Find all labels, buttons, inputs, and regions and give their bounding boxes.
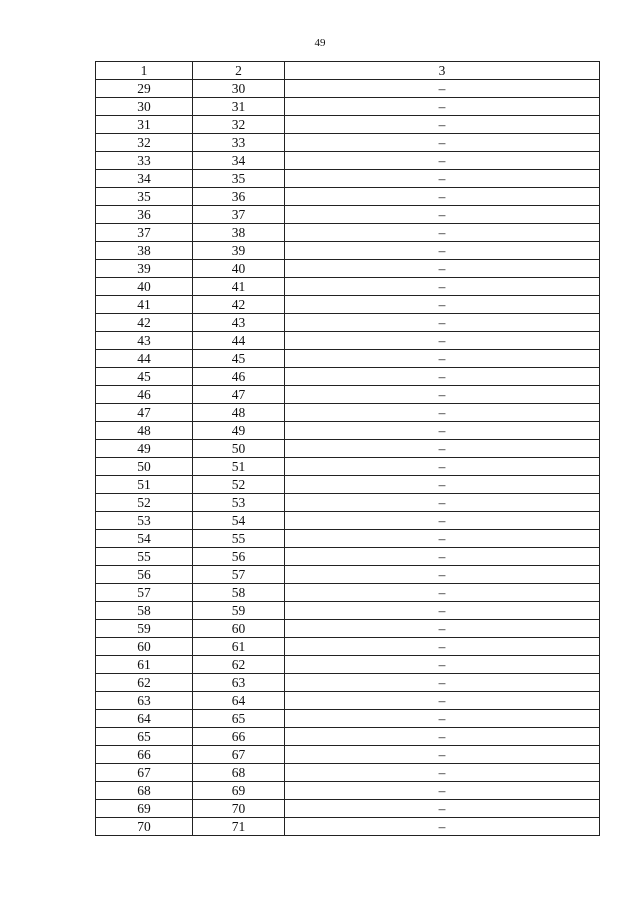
table-cell-col-3: – [285, 98, 600, 116]
table-cell-col-2: 64 [193, 692, 285, 710]
table-cell-col-1: 54 [96, 530, 193, 548]
table-cell-col-1: 67 [96, 764, 193, 782]
table-cell-col-3: – [285, 188, 600, 206]
table-cell-col-3: – [285, 350, 600, 368]
table-cell-col-2: 68 [193, 764, 285, 782]
table-row [96, 134, 600, 152]
table-cell-col-1: 51 [96, 476, 193, 494]
table-cell-col-3: – [285, 764, 600, 782]
table-row [96, 764, 600, 782]
table-row [96, 260, 600, 278]
table-cell-col-3: – [285, 80, 600, 98]
table-cell-col-1: 46 [96, 386, 193, 404]
table-cell-col-3: – [285, 422, 600, 440]
table-cell-col-3: – [285, 170, 600, 188]
header-col-2: 2 [193, 62, 285, 80]
table-cell-col-1: 41 [96, 296, 193, 314]
table-cell-col-2: 38 [193, 224, 285, 242]
table-cell-col-3: – [285, 224, 600, 242]
table-cell-col-3: – [285, 152, 600, 170]
table-cell-col-2: 49 [193, 422, 285, 440]
table-cell-col-2: 43 [193, 314, 285, 332]
table-cell-col-2: 52 [193, 476, 285, 494]
table-cell-col-3: – [285, 602, 600, 620]
table-row [96, 224, 600, 242]
table-cell-col-3: – [285, 494, 600, 512]
table-cell-col-3: – [285, 584, 600, 602]
table-cell-col-1: 35 [96, 188, 193, 206]
table-cell-col-3: – [285, 296, 600, 314]
table-cell-col-3: – [285, 458, 600, 476]
table-cell-col-3: – [285, 638, 600, 656]
table-row [96, 332, 600, 350]
table-cell-col-1: 32 [96, 134, 193, 152]
table-row [96, 152, 600, 170]
table-cell-col-2: 61 [193, 638, 285, 656]
table-row [96, 242, 600, 260]
table-cell-col-3: – [285, 818, 600, 836]
table-cell-col-2: 33 [193, 134, 285, 152]
table-cell-col-1: 43 [96, 332, 193, 350]
table-cell-col-3: – [285, 692, 600, 710]
table-cell-col-2: 48 [193, 404, 285, 422]
table-cell-col-1: 37 [96, 224, 193, 242]
table-cell-col-1: 68 [96, 782, 193, 800]
table-cell-col-2: 35 [193, 170, 285, 188]
table-row [96, 440, 600, 458]
table-cell-col-2: 59 [193, 602, 285, 620]
table-cell-col-1: 42 [96, 314, 193, 332]
table-cell-col-2: 31 [193, 98, 285, 116]
table-cell-col-3: – [285, 242, 600, 260]
table-cell-col-1: 48 [96, 422, 193, 440]
table-row [96, 368, 600, 386]
table-cell-col-2: 54 [193, 512, 285, 530]
table-cell-col-1: 70 [96, 818, 193, 836]
data-table [95, 61, 600, 836]
table-cell-col-2: 69 [193, 782, 285, 800]
table-cell-col-2: 42 [193, 296, 285, 314]
table-cell-col-3: – [285, 746, 600, 764]
table-cell-col-2: 71 [193, 818, 285, 836]
table-cell-col-3: – [285, 386, 600, 404]
table-cell-col-1: 45 [96, 368, 193, 386]
table-cell-col-3: – [285, 332, 600, 350]
table-body [96, 80, 600, 836]
table-cell-col-2: 63 [193, 674, 285, 692]
table-cell-col-2: 30 [193, 80, 285, 98]
table-cell-col-1: 57 [96, 584, 193, 602]
table-cell-col-1: 34 [96, 170, 193, 188]
page-number: 49 [314, 37, 326, 49]
header-row [96, 62, 600, 80]
table-cell-col-1: 66 [96, 746, 193, 764]
table-cell-col-3: – [285, 260, 600, 278]
header-col-1: 1 [96, 62, 193, 80]
table-cell-col-2: 46 [193, 368, 285, 386]
table-cell-col-1: 56 [96, 566, 193, 584]
table-cell-col-1: 64 [96, 710, 193, 728]
table-cell-col-1: 49 [96, 440, 193, 458]
table-cell-col-3: – [285, 782, 600, 800]
table-cell-col-1: 50 [96, 458, 193, 476]
table-row [96, 116, 600, 134]
table-cell-col-2: 65 [193, 710, 285, 728]
table-cell-col-1: 53 [96, 512, 193, 530]
table-cell-col-3: – [285, 404, 600, 422]
header-col-3: 3 [285, 62, 600, 80]
table-header [96, 62, 600, 80]
table-cell-col-1: 61 [96, 656, 193, 674]
table-cell-col-3: – [285, 548, 600, 566]
table-cell-col-3: – [285, 674, 600, 692]
table-cell-col-3: – [285, 530, 600, 548]
table-cell-col-1: 39 [96, 260, 193, 278]
table-row [96, 188, 600, 206]
table-cell-col-3: – [285, 512, 600, 530]
table-row [96, 170, 600, 188]
table-cell-col-1: 52 [96, 494, 193, 512]
table-cell-col-1: 63 [96, 692, 193, 710]
table-row [96, 314, 600, 332]
table-cell-col-1: 44 [96, 350, 193, 368]
table-cell-col-3: – [285, 368, 600, 386]
table-cell-col-2: 53 [193, 494, 285, 512]
table-cell-col-1: 65 [96, 728, 193, 746]
table-cell-col-2: 36 [193, 188, 285, 206]
table-cell-col-1: 59 [96, 620, 193, 638]
table-row [96, 278, 600, 296]
table-row [96, 656, 600, 674]
table-row [96, 746, 600, 764]
table-cell-col-2: 56 [193, 548, 285, 566]
table-row [96, 728, 600, 746]
table-cell-col-1: 31 [96, 116, 193, 134]
table-cell-col-2: 41 [193, 278, 285, 296]
table-cell-col-2: 55 [193, 530, 285, 548]
table-cell-col-3: – [285, 206, 600, 224]
table-cell-col-3: – [285, 314, 600, 332]
table-cell-col-3: – [285, 656, 600, 674]
table-row [96, 548, 600, 566]
table-cell-col-1: 36 [96, 206, 193, 224]
table-cell-col-1: 58 [96, 602, 193, 620]
table-cell-col-1: 33 [96, 152, 193, 170]
table-row [96, 620, 600, 638]
table-row [96, 692, 600, 710]
table-cell-col-2: 60 [193, 620, 285, 638]
table-row [96, 206, 600, 224]
table-cell-col-2: 62 [193, 656, 285, 674]
table-cell-col-2: 40 [193, 260, 285, 278]
data-table-container [95, 61, 599, 836]
table-cell-col-1: 47 [96, 404, 193, 422]
table-row [96, 386, 600, 404]
table-row [96, 296, 600, 314]
table-row [96, 566, 600, 584]
table-cell-col-3: – [285, 728, 600, 746]
table-cell-col-1: 60 [96, 638, 193, 656]
table-cell-col-2: 45 [193, 350, 285, 368]
table-cell-col-3: – [285, 116, 600, 134]
table-row [96, 530, 600, 548]
table-row [96, 476, 600, 494]
table-row [96, 584, 600, 602]
table-row [96, 458, 600, 476]
table-cell-col-3: – [285, 800, 600, 818]
table-row [96, 350, 600, 368]
table-row [96, 404, 600, 422]
table-cell-col-2: 70 [193, 800, 285, 818]
table-cell-col-2: 34 [193, 152, 285, 170]
table-cell-col-2: 50 [193, 440, 285, 458]
table-cell-col-1: 30 [96, 98, 193, 116]
table-row [96, 638, 600, 656]
table-cell-col-1: 38 [96, 242, 193, 260]
table-cell-col-3: – [285, 620, 600, 638]
table-row [96, 98, 600, 116]
table-cell-col-2: 57 [193, 566, 285, 584]
table-cell-col-3: – [285, 476, 600, 494]
table-cell-col-2: 37 [193, 206, 285, 224]
table-cell-col-3: – [285, 440, 600, 458]
table-row [96, 800, 600, 818]
table-cell-col-2: 66 [193, 728, 285, 746]
table-cell-col-3: – [285, 278, 600, 296]
table-row [96, 674, 600, 692]
table-cell-col-3: – [285, 566, 600, 584]
table-cell-col-1: 40 [96, 278, 193, 296]
table-row [96, 494, 600, 512]
table-cell-col-2: 47 [193, 386, 285, 404]
table-cell-col-2: 32 [193, 116, 285, 134]
table-cell-col-2: 39 [193, 242, 285, 260]
table-cell-col-2: 44 [193, 332, 285, 350]
table-cell-col-3: – [285, 134, 600, 152]
table-row [96, 818, 600, 836]
table-row [96, 602, 600, 620]
table-cell-col-3: – [285, 710, 600, 728]
table-cell-col-1: 69 [96, 800, 193, 818]
table-cell-col-1: 29 [96, 80, 193, 98]
table-cell-col-1: 62 [96, 674, 193, 692]
table-cell-col-1: 55 [96, 548, 193, 566]
table-row [96, 512, 600, 530]
table-row [96, 710, 600, 728]
table-cell-col-2: 67 [193, 746, 285, 764]
table-row [96, 422, 600, 440]
table-row [96, 782, 600, 800]
table-cell-col-2: 51 [193, 458, 285, 476]
table-row [96, 80, 600, 98]
table-cell-col-2: 58 [193, 584, 285, 602]
